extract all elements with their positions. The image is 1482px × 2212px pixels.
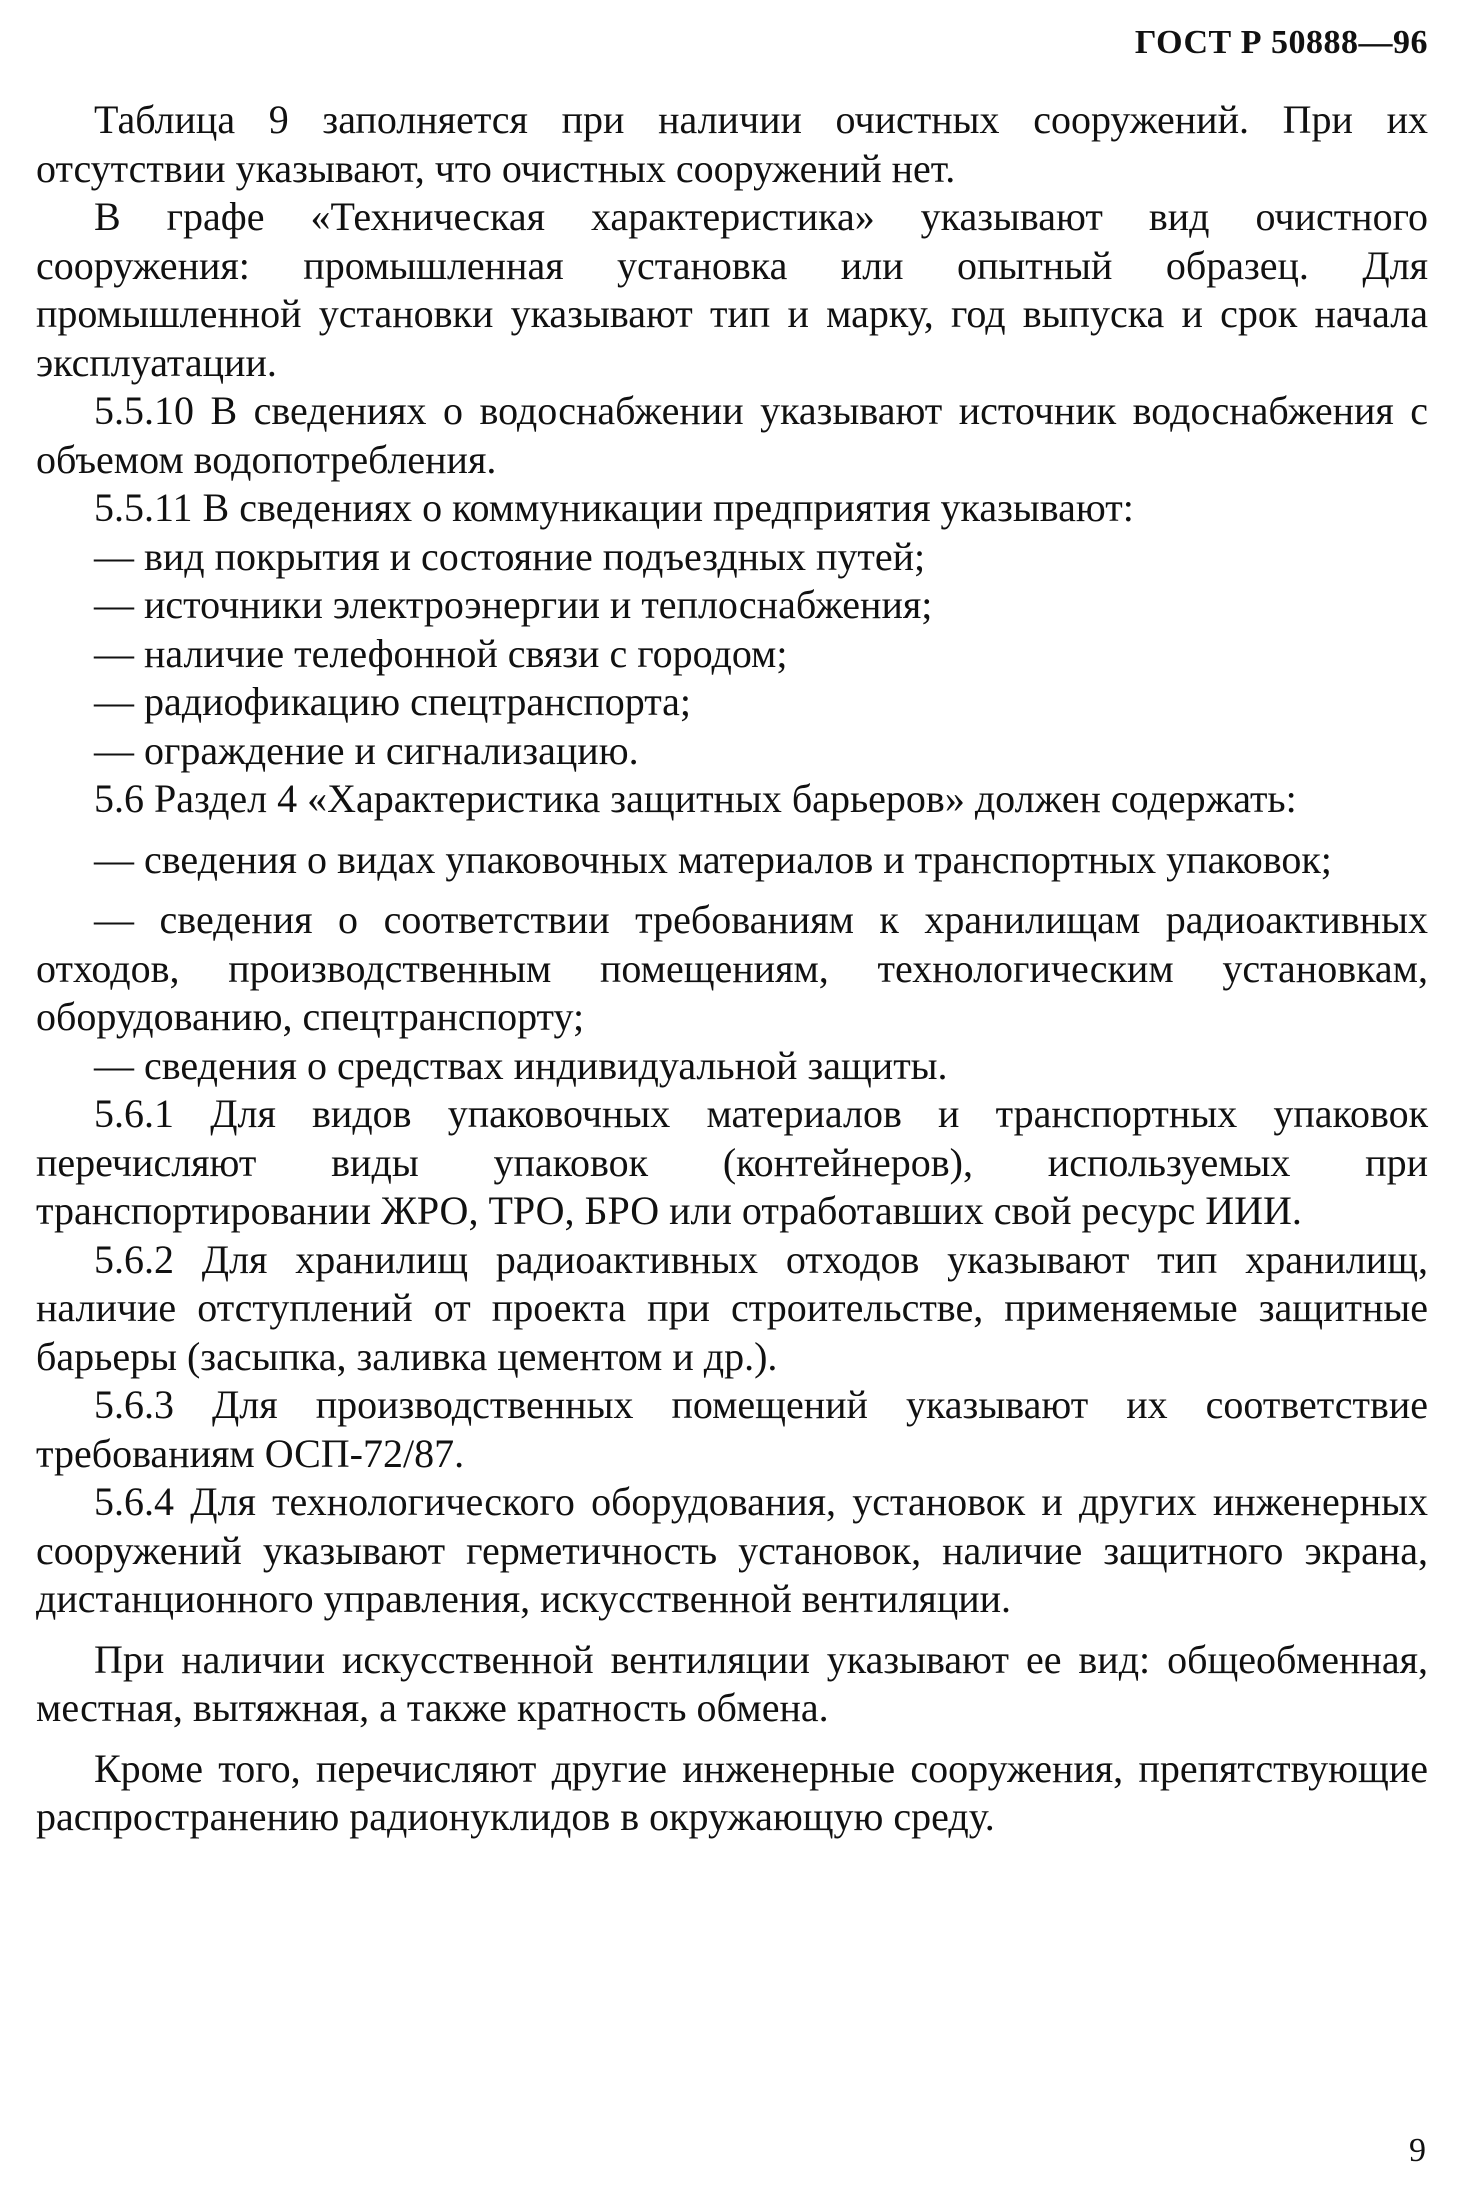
paragraph-other-structures: Кроме того, перечисляют другие инженерные сооружения, препятствующие распространению радионуклидов в окружающую среду. (36, 1745, 1428, 1839)
paragraph-5-5-10: 5.5.10 В сведениях о водоснабжении указывают источник водоснабжения с объемом водопотребления. (36, 388, 1428, 482)
list-item-packaging: — сведения о видах упаковочных материалов и транспортных упаковок; (94, 836, 1332, 882)
paragraph-tech-characteristic: В графе «Техническая характеристика» указывают вид очистного сооружения: промышленная установка или опытный образец. Для промышленной установки указывают тип и марку, год выпуска и срок начала эксплуатации. (36, 194, 1428, 385)
list-item-roads: — вид покрытия и состояние подъездных путей; (94, 533, 926, 579)
list-item-energy: — источники электроэнергии и теплоснабжения; (94, 582, 933, 627)
list-item-protection: — сведения о средствах индивидуальной защиты. (94, 1042, 948, 1088)
paragraph-5-6-3: 5.6.3 Для производственных помещений указывают их соответствие требованиям ОСП-72/87. (36, 1382, 1428, 1476)
list-item-telephone: — наличие телефонной связи с городом; (94, 630, 788, 676)
paragraph-ventilation: При наличии искусственной вентиляции указывают ее вид: общеобменная, местная, вытяжная, а также кратность обмена. (36, 1636, 1428, 1730)
paragraph-5-6-1: 5.6.1 Для видов упаковочных материалов и транспортных упаковок перечисляют виды упаковок (контейнеров), используемых при транспортировании ЖРО, ТРО, БРО или отработавших свой ресурс ИИИ. (36, 1091, 1428, 1233)
list-item-requirements: — сведения о соответствии требованиям к хранилищам радиоактивных отходов, производственным помещениям, технологическим установкам, оборудованию, спецтранспорту; (36, 897, 1428, 1039)
body-text (36, 96, 1428, 1842)
document-code-header: ГОСТ Р 50888—96 (1134, 24, 1428, 61)
paragraph-5-6: 5.6 Раздел 4 «Характеристика защитных барьеров» должен содержать: (94, 776, 1297, 821)
page-number: 9 (1409, 2132, 1426, 2169)
list-item-fencing: — ограждение и сигнализацию. (94, 727, 639, 773)
paragraph-5-6-2: 5.6.2 Для хранилищ радиоактивных отходов указывают тип хранилищ, наличие отступлений от проекта при строительстве, применяемые защитные барьеры (засыпка, заливка цементом и др.). (36, 1236, 1428, 1379)
paragraph-5-6-4: 5.6.4 Для технологического оборудования, установок и других инженерных сооружений указывают герметичность установок, наличие защитного экрана, дистанционного управления, искусственной вентиляции. (36, 1479, 1428, 1621)
list-item-radio: — радиофикацию спецтранспорта; (94, 679, 692, 724)
paragraph-5-5-11: 5.5.11 В сведениях о коммуникации предприятия указывают: (94, 485, 1134, 530)
paragraph-table9: Таблица 9 заполняется при наличии очистных сооружений. При их отсутствии указывают, что очистных сооружений нет. (36, 97, 1428, 191)
